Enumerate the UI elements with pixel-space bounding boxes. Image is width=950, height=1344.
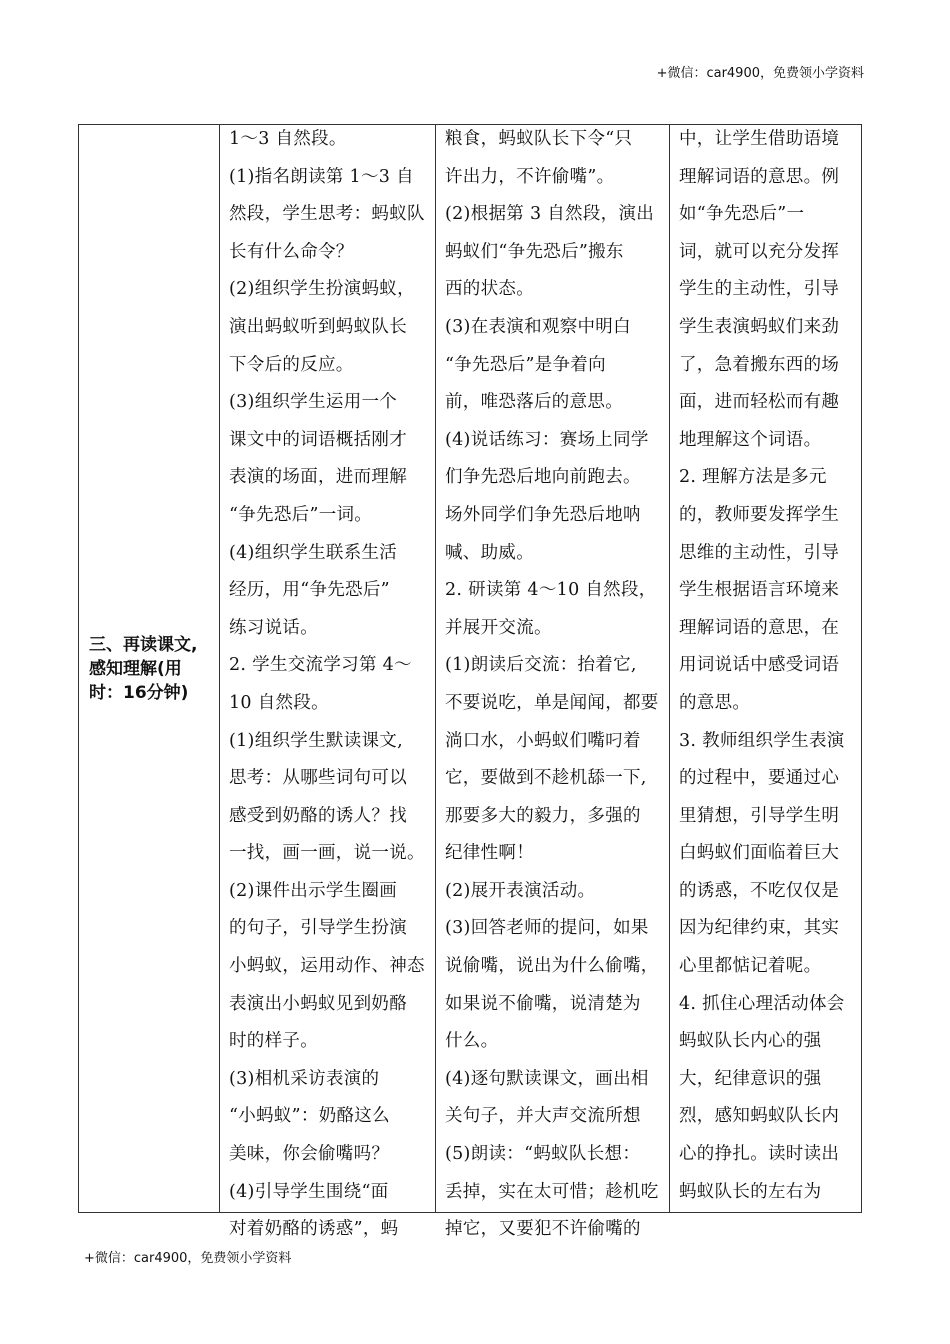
student-activity-line: 前，唯恐落后的意思。 <box>445 392 623 413</box>
teacher-activity-line: 练习说话。 <box>229 617 318 638</box>
student-activity-line: (4)说话练习：赛场上同学 <box>445 429 649 450</box>
teacher-activity-line: 思考：从哪些词句可以 <box>229 768 407 789</box>
design-intent-line: 地理解这个词语。 <box>679 429 822 450</box>
design-intent-line: 学生根据语言环境来 <box>679 580 840 601</box>
design-intent-line: 2. 理解方法是多元 <box>679 467 827 488</box>
teacher-activity-line: 对着奶酪的诱惑”，蚂 <box>229 1219 399 1240</box>
teacher-activity-line: 10 自然段。 <box>229 692 329 713</box>
design-intent-line: 学生的主动性，引导 <box>679 279 840 300</box>
teacher-activity-line: 长有什么命令？ <box>229 241 354 262</box>
student-activity-line: (1)朗读后交流：抬着它, <box>445 655 637 676</box>
design-intent-line: 蚂蚁队长的左右为 <box>679 1181 822 1202</box>
student-activity-line: 它，要做到不趁机舔一下, <box>445 768 647 789</box>
teacher-activity-line: 演出蚂蚁听到蚂蚁队长 <box>229 316 407 337</box>
design-intent-line: 的意思。 <box>679 692 751 713</box>
student-activity-line: 淌口水，小蚂蚁们嘴叼着 <box>445 730 641 751</box>
design-intent-line: 3. 教师组织学生表演 <box>679 730 845 751</box>
design-intent-line: 如“争先恐后”一 <box>679 204 805 225</box>
teacher-activity-line: “争先恐后”一词。 <box>229 504 373 525</box>
student-activity-line: 许出力，不许偷嘴”。 <box>445 166 615 187</box>
design-intent-line: 因为纪律约束，其实 <box>679 918 840 939</box>
design-intent-line: 的过程中，要通过心 <box>679 768 840 789</box>
student-activity-cell <box>436 121 669 1249</box>
student-activity-line: 场外同学们争先恐后地呐 <box>445 504 641 525</box>
design-intent-line: 中，让学生借助语境 <box>679 129 840 149</box>
teacher-activity-cell <box>220 121 435 1249</box>
design-intent-line: 白蚂蚁们面临着巨大 <box>679 843 840 864</box>
teacher-activity-line: 时的样子。 <box>229 1031 318 1052</box>
teacher-activity-line: 表演的场面，进而理解 <box>229 467 407 488</box>
design-intent-line: 了，急着搬东西的场 <box>679 354 840 375</box>
design-intent-line: 烈，感知蚂蚁队长内 <box>679 1106 840 1127</box>
design-intent-line: 学生表演蚂蚁们来劲 <box>679 316 840 337</box>
design-intent-cell <box>670 121 862 1249</box>
stage-title-line: 三、再读课文, <box>89 634 198 655</box>
stage-title-line: 时：16分钟) <box>89 682 189 703</box>
design-intent-line: 理解词语的意思。例 <box>679 166 840 187</box>
footer-watermark-note: +微信：car4900，免费领小学资料 <box>84 1251 292 1266</box>
student-activity-line: 蚂蚁们“争先恐后”搬东 <box>445 241 624 262</box>
teacher-activity-line: (1)组织学生默读课文, <box>229 730 403 751</box>
student-activity-line: (5)朗读：“蚂蚁队长想： <box>445 1144 641 1165</box>
teacher-activity-line: (1)指名朗读第 1～3 自 <box>229 166 414 187</box>
design-intent-line: 思维的主动性，引导 <box>679 542 840 563</box>
teacher-activity-line: 2. 学生交流学习第 4～ <box>229 655 412 676</box>
student-activity-line: 喊、助威。 <box>445 542 534 563</box>
design-intent-line: 里猜想，引导学生明 <box>679 805 840 826</box>
teacher-activity-line: (2)组织学生扮演蚂蚁， <box>229 279 415 300</box>
student-activity-line: 不要说吃，单是闻闻，都要 <box>445 692 659 713</box>
teacher-activity-line: 经历，用“争先恐后” <box>229 580 390 601</box>
teacher-activity-line: 小蚂蚁，运用动作、神态 <box>229 956 425 977</box>
teacher-activity-line: (2)课件出示学生圈画 <box>229 880 398 901</box>
student-activity-line: (4)逐句默读课文，画出相 <box>445 1068 649 1089</box>
student-activity-line: 什么。 <box>445 1031 499 1052</box>
teacher-activity-line: 美味，你会偷嘴吗？ <box>229 1144 390 1165</box>
teacher-activity-line: 感受到奶酪的诱人？找 <box>229 805 407 826</box>
student-activity-line: 西的状态。 <box>445 279 534 300</box>
stage-title-line: 感知理解(用 <box>89 658 182 679</box>
header-watermark-note: +微信：car4900，免费领小学资料 <box>656 66 864 81</box>
student-activity-line: (3)在表演和观察中明白 <box>445 316 631 337</box>
teacher-activity-line: 1～3 自然段。 <box>229 129 347 149</box>
lesson-plan-table <box>78 124 862 1240</box>
student-activity-line: 纪律性啊！ <box>445 843 534 864</box>
design-intent-line <box>679 1211 862 1249</box>
design-intent-line: 面，进而轻松而有趣 <box>679 392 840 413</box>
teacher-activity-line: 下令后的反应。 <box>229 354 354 375</box>
stage-cell <box>79 125 219 1212</box>
student-activity-line: 们争先恐后地向前跑去。 <box>445 467 641 488</box>
student-activity-line: 如果说不偷嘴，说清楚为 <box>445 993 641 1014</box>
design-intent-line: 理解词语的意思，在 <box>679 617 840 638</box>
teacher-activity-line: 的句子，引导学生扮演 <box>229 918 407 939</box>
student-activity-line: 并展开交流。 <box>445 617 552 638</box>
teacher-activity-line: 然段，学生思考：蚂蚁队 <box>229 204 425 225</box>
student-activity-line: 关句子，并大声交流所想 <box>445 1106 641 1127</box>
student-activity-line: “争先恐后”是争着向 <box>445 354 606 375</box>
teacher-activity-line: “小蚂蚁”：奶酪这么 <box>229 1106 390 1127</box>
teacher-activity-line: (3)相机采访表演的 <box>229 1068 380 1089</box>
teacher-activity-line: 课文中的词语概括刚才 <box>229 429 407 450</box>
student-activity-line: (3)回答老师的提问，如果 <box>445 918 649 939</box>
design-intent-line: 心的挣扎。读时读出 <box>679 1144 840 1165</box>
teacher-activity-line: 一找，画一画，说一说。 <box>229 843 425 864</box>
teacher-activity-line: 表演出小蚂蚁见到奶酪 <box>229 993 407 1014</box>
design-intent-line: 蚂蚁队长内心的强 <box>679 1031 822 1052</box>
design-intent-line: 大，纪律意识的强 <box>679 1068 822 1089</box>
student-activity-line: 说偷嘴，说出为什么偷嘴， <box>445 956 659 977</box>
stage-title <box>89 633 197 705</box>
student-activity-line: (2)根据第 3 自然段，演出 <box>445 204 655 225</box>
design-intent-line: 的诱惑，不吃仅仅是 <box>679 880 840 901</box>
design-intent-line: 词，就可以充分发挥 <box>679 241 840 262</box>
design-intent-line: 4. 抓住心理活动体会 <box>679 993 845 1014</box>
design-intent-line: 心里都惦记着呢。 <box>679 956 822 977</box>
student-activity-line: 那要多大的毅力，多强的 <box>445 805 641 826</box>
design-intent-line: 用词说话中感受词语 <box>679 655 840 676</box>
student-activity-line: 2. 研读第 4～10 自然段， <box>445 580 657 601</box>
student-activity-line: (2)展开表演活动。 <box>445 880 596 901</box>
student-activity-line: 掉它，又要犯不许偷嘴的 <box>445 1219 641 1240</box>
teacher-activity-line: (4)引导学生围绕“面 <box>229 1181 389 1202</box>
teacher-activity-line: (3)组织学生运用一个 <box>229 392 398 413</box>
design-intent-line: 的，教师要发挥学生 <box>679 504 840 525</box>
teacher-activity-line: (4)组织学生联系生活 <box>229 542 398 563</box>
student-activity-line: 粮食，蚂蚁队长下令“只 <box>445 129 633 149</box>
student-activity-line: 丢掉，实在太可惜；趁机吃 <box>445 1181 659 1202</box>
